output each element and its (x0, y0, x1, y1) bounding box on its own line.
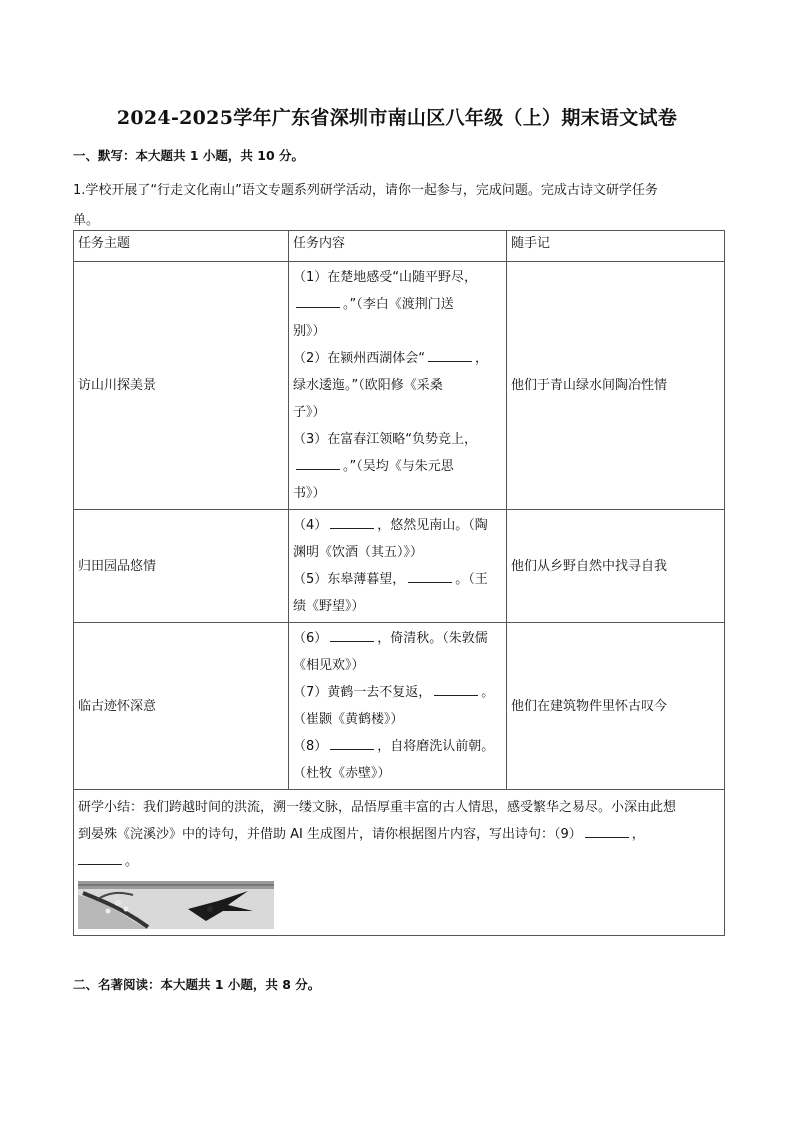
table-row (74, 510, 725, 623)
intro-line-2: 单。 (73, 213, 100, 228)
summary-line-1: 研学小结：我们跨越时间的洪流，溯一缕文脉，品悟厚重丰富的古人情思，感受繁华之易尽。小深由此想 (78, 800, 677, 815)
swallow-illustration (78, 881, 274, 929)
list-item: （3）在富春江领略“负势竞上， 。”（吴均《与朱元思 书》） (293, 432, 478, 501)
row-theme: 访山川探美景 (74, 262, 289, 510)
answer-blank[interactable] (408, 570, 452, 583)
header-theme: 任务主题 (74, 231, 289, 262)
answer-blank[interactable] (330, 629, 374, 642)
answer-blank[interactable] (330, 516, 374, 529)
research-summary: 研学小结：我们跨越时间的洪流，溯一缕文脉，品悟厚重丰富的古人情思，感受繁华之易尽。小深由此想 到晏殊《浣溪沙》中的诗句，并借助 AI 生成图片，请你根据图片内容，写出诗句：（9） ， 。 (74, 790, 725, 936)
table-header-row (74, 231, 725, 262)
answer-blank[interactable] (428, 349, 472, 362)
row-theme: 归田园品悠情 (74, 510, 289, 623)
row-note: 他们于青山绿水间陶冶性情 (507, 262, 725, 510)
task-table (73, 230, 725, 936)
section-1-heading: 一、默写：本大题共 1 小题，共 10 分。 (73, 148, 305, 163)
answer-blank[interactable] (585, 825, 629, 838)
section-2-heading: 二、名著阅读：本大题共 1 小题，共 8 分。 (73, 977, 321, 992)
answer-blank[interactable] (296, 457, 340, 470)
answer-blank[interactable] (330, 737, 374, 750)
summary-line-2: 到晏殊《浣溪沙》中的诗句，并借助 AI 生成图片，请你根据图片内容，写出诗句：（9） (78, 827, 582, 842)
list-item: （4） ，悠然见南山。（陶 渊明《饮酒（其五）》） (293, 518, 488, 560)
answer-blank[interactable] (434, 683, 478, 696)
summary-row (74, 790, 725, 936)
row-note: 他们在建筑物件里怀古叹今 (507, 623, 725, 790)
list-item: （8） ，自将磨洗认前朝。 （杜牧《赤壁》） (293, 739, 495, 781)
list-item: （2）在颍州西湖体会“ ， 绿水逶迤。”（欧阳修《采桑 子》） (293, 351, 489, 420)
table-row (74, 623, 725, 790)
row-content (289, 510, 507, 623)
row-content (289, 262, 507, 510)
answer-blank[interactable] (296, 295, 340, 308)
list-item: （5）东皋薄暮望， 。（王 绩《野望》） (293, 572, 488, 614)
header-note: 随手记 (507, 231, 725, 262)
row-theme: 临古迹怀深意 (74, 623, 289, 790)
table-row (74, 262, 725, 510)
list-item: （7）黄鹤一去不复返， 。 （崔颢《黄鹤楼》） (293, 685, 495, 727)
row-content (289, 623, 507, 790)
question-1-intro (73, 176, 725, 236)
header-content: 任务内容 (289, 231, 507, 262)
exam-title: 2024-2025学年广东省深圳市南山区八年级（上）期末语文试卷 (116, 107, 678, 129)
answer-blank[interactable] (78, 852, 122, 865)
list-item: （1）在楚地感受“山随平野尽， 。”（李白《渡荆门送 别》） (293, 270, 478, 339)
list-item: （6） ，倚清秋。（朱敦儒 《相见欢》） (293, 631, 488, 673)
intro-line-1: 1.学校开展了“行走文化南山”语文专题系列研学活动，请你一起参与，完成问题。完成古诗文研学任务 (73, 183, 658, 198)
row-note: 他们从乡野自然中找寻自我 (507, 510, 725, 623)
